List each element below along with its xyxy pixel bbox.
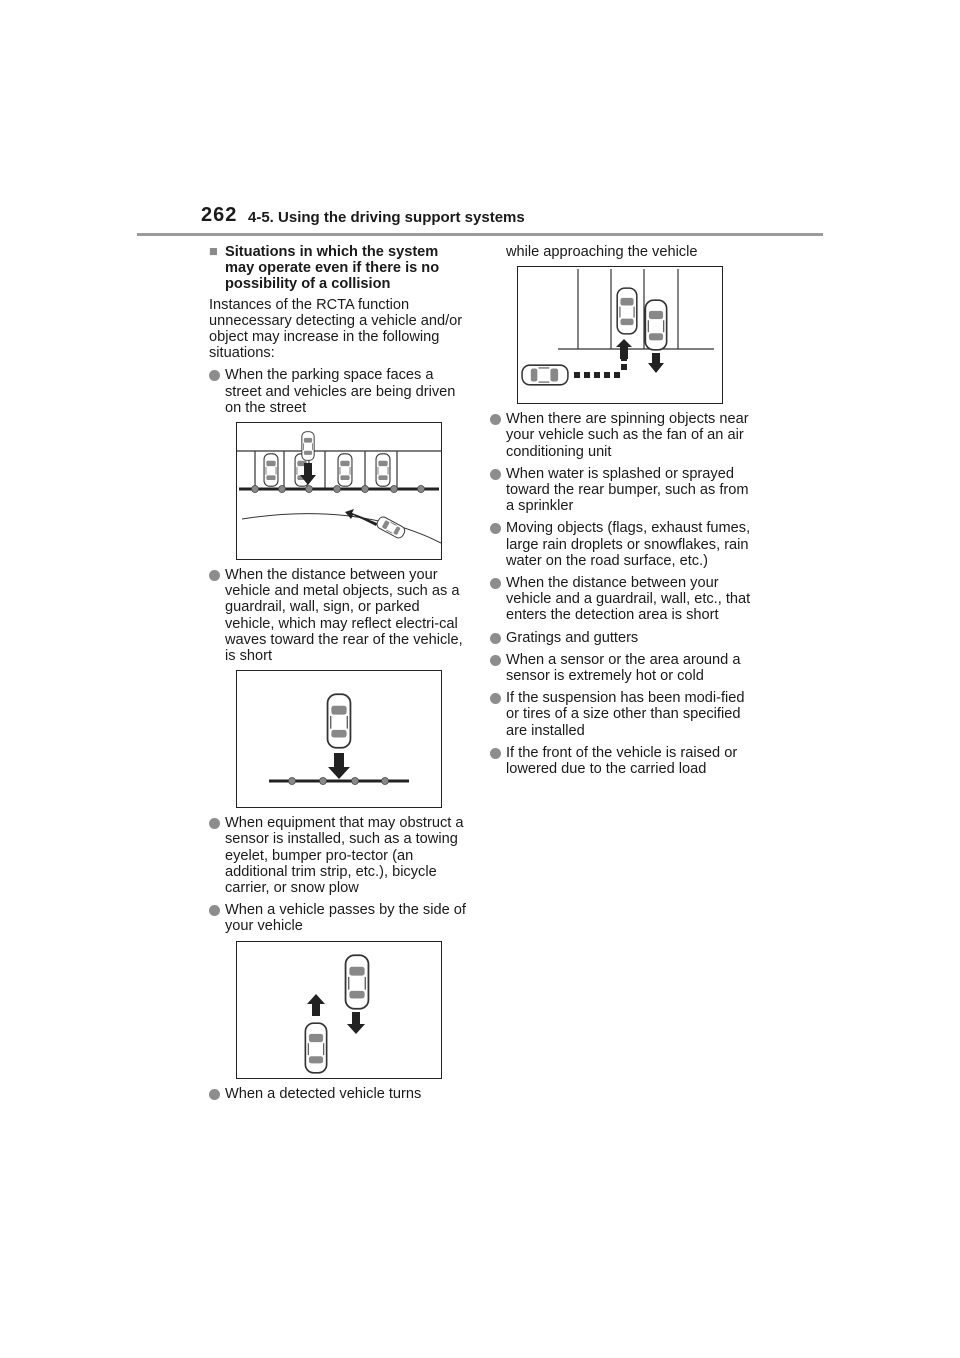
bullet-icon [209, 370, 220, 381]
section-title: 4-5. Using the driving support systems [248, 209, 525, 226]
list-item [209, 567, 471, 664]
bullet-icon [490, 655, 501, 666]
list-item-text: When the distance between your vehicle and a guardrail, wall, etc., that enters the detection area is short [506, 575, 751, 624]
list-item-text: When water is splashed or sprayed toward the rear bumper, such as from a sprinkler [506, 465, 749, 515]
continuation-text: while approaching the vehicle [506, 244, 698, 260]
list-item [490, 630, 755, 646]
left-column [209, 244, 471, 1108]
list-item [209, 367, 471, 416]
list-item [209, 1086, 471, 1102]
intro-paragraph: Instances of the RCTA function unnecessary detecting a vehicle and/or object may increase in the following situations: [209, 296, 463, 362]
header-divider [137, 233, 823, 236]
bullet-icon [490, 414, 501, 425]
bullet-icon [490, 578, 501, 589]
list-item-text: When the distance between your vehicle and metal objects, such as a guardrail, wall, sign, or parked vehicle, which may reflect electri-cal waves toward the rear of the vehicle, is short [225, 567, 463, 665]
list-item [490, 411, 755, 460]
right-column [490, 244, 755, 783]
illustration-passing-vehicle [236, 941, 442, 1079]
list-item-text: When a detected vehicle turns [225, 1085, 422, 1102]
list-item [490, 745, 755, 777]
section-heading [209, 244, 471, 293]
list-item-text: If the suspension has been modi-fied or tires of a size other than specified are installed [506, 690, 745, 739]
list-item [209, 902, 471, 934]
section-heading-text: Situations in which the system may operate even if there is no possibility of a collision [225, 244, 440, 293]
page-number: 262 [201, 204, 238, 226]
list-item-text: If the front of the vehicle is raised or lowered due to the carried load [506, 744, 738, 778]
bullet-icon [490, 633, 501, 644]
list-item-text: When a sensor or the area around a sensor is extremely hot or cold [506, 651, 741, 685]
bullet-icon [209, 818, 220, 829]
list-item [490, 575, 755, 624]
list-item-text: Gratings and gutters [506, 629, 639, 646]
bullet-icon [209, 905, 220, 916]
bullet-icon [209, 1089, 220, 1100]
list-item [490, 466, 755, 515]
list-item-text: Moving objects (flags, exhaust fumes, large rain droplets or snowflakes, rain water on the road surface, etc.) [506, 520, 751, 569]
list-item [209, 815, 471, 896]
square-bullet-icon: ■ [209, 244, 218, 260]
list-item [490, 690, 755, 739]
illustration-street-parking [236, 422, 442, 560]
bullet-icon [490, 469, 501, 480]
bullet-icon [490, 748, 501, 759]
bullet-icon [490, 693, 501, 704]
list-item-text: When a vehicle passes by the side of your vehicle [225, 902, 466, 935]
list-item-text: When there are spinning objects near your vehicle such as the fan of an air conditioning unit [506, 411, 749, 460]
list-item-text: When the parking space faces a street and vehicles are being driven on the street [225, 367, 456, 416]
list-item [490, 520, 755, 569]
list-item-text: When equipment that may obstruct a sensor is installed, such as a towing eyelet, bumper pro-tector (an additional trim strip, etc.), bicycle carrier, or snow plow [225, 815, 464, 897]
bullet-icon [490, 523, 501, 534]
list-item [490, 652, 755, 684]
illustration-turning-vehicle [517, 266, 723, 404]
bullet-icon [209, 570, 220, 581]
illustration-guardrail [236, 670, 442, 808]
